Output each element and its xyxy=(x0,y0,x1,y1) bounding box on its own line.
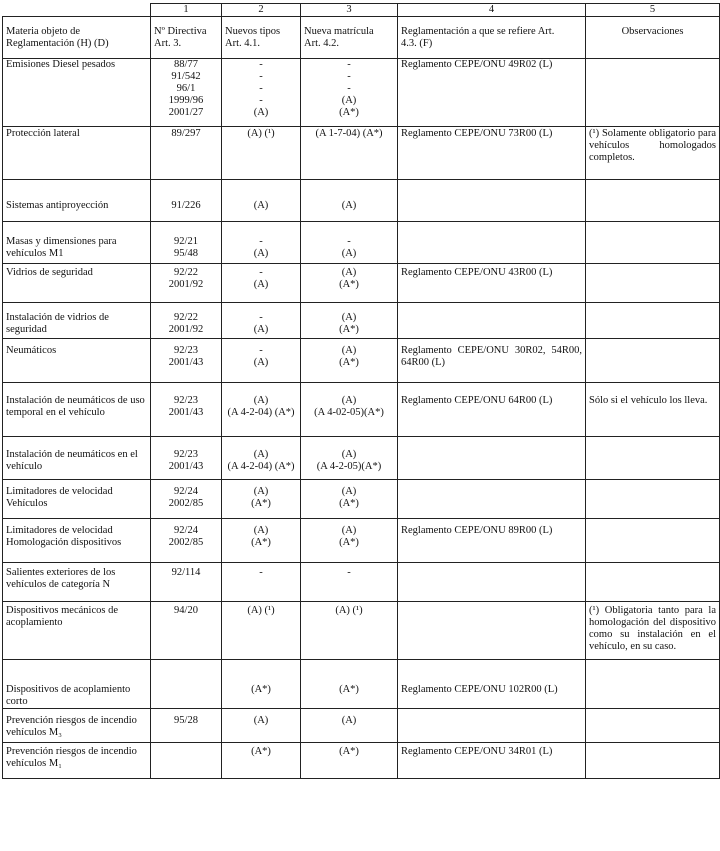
cell-materia: Instalación de neumáticos en el vehículo xyxy=(3,437,151,480)
cell-observaciones: Sólo si el vehículo los lleva. xyxy=(586,383,720,437)
cell-directiva xyxy=(151,660,222,709)
regulation-table xyxy=(2,3,720,779)
cell-observaciones xyxy=(586,59,720,127)
cell-nueva-matricula: (A*) xyxy=(301,660,398,709)
cell-materia: Prevención riesgos de incendio vehículos M₁ xyxy=(3,743,151,779)
cell-nueva-matricula: - - - (A) (A*) xyxy=(301,59,398,127)
header-observaciones: Observaciones xyxy=(586,17,720,59)
cell-materia: Dispositivos mecánicos de acoplamiento xyxy=(3,602,151,660)
cell-observaciones xyxy=(586,480,720,519)
cell-observaciones xyxy=(586,709,720,743)
cell-observaciones xyxy=(586,437,720,480)
cell-materia: Limitadores de velocidad Vehículos xyxy=(3,480,151,519)
cell-materia: Prevención riesgos de incendio vehículos M₃ xyxy=(3,709,151,743)
table-row xyxy=(3,59,720,127)
table-row xyxy=(3,339,720,383)
table-row xyxy=(3,563,720,602)
header-nuevos-tipos: Nuevos tipos Art. 4.1. xyxy=(222,17,301,59)
cell-observaciones xyxy=(586,519,720,563)
cell-nueva-matricula: - (A) xyxy=(301,222,398,264)
cell-reglamentacion xyxy=(398,303,586,339)
cell-directiva: 94/20 xyxy=(151,602,222,660)
cell-directiva: 92/24 2002/85 xyxy=(151,519,222,563)
table-row xyxy=(3,127,720,180)
table-row xyxy=(3,709,720,743)
cell-nuevos-tipos: (A*) xyxy=(222,660,301,709)
cell-observaciones xyxy=(586,563,720,602)
cell-reglamentacion: Reglamento CEPE/ONU 89R00 (L) xyxy=(398,519,586,563)
cell-observaciones xyxy=(586,222,720,264)
cell-nuevos-tipos: (A*) xyxy=(222,743,301,779)
table-row xyxy=(3,222,720,264)
cell-directiva xyxy=(151,743,222,779)
header-materia: Materia objeto de Reglamentación (H) (D) xyxy=(3,17,151,59)
cell-directiva: 92/23 2001/43 xyxy=(151,383,222,437)
cell-directiva: 91/226 xyxy=(151,180,222,222)
cell-reglamentacion: Reglamento CEPE/ONU 34R01 (L) xyxy=(398,743,586,779)
cell-observaciones: (¹) Solamente obligatorio para vehículos homologados completos. xyxy=(586,127,720,180)
cell-nueva-matricula: (A) (A*) xyxy=(301,303,398,339)
cell-observaciones xyxy=(586,264,720,303)
column-number-blank xyxy=(3,4,151,17)
column-number: 3 xyxy=(301,4,398,17)
cell-nueva-matricula: (A) (A*) xyxy=(301,264,398,303)
header-nueva-matricula: Nueva matrícula Art. 4.2. xyxy=(301,17,398,59)
cell-materia: Neumáticos xyxy=(3,339,151,383)
column-number: 1 xyxy=(151,4,222,17)
header-reglamentacion: Reglamentación a que se refiere Art. 4.3. (F) xyxy=(398,17,586,59)
cell-materia: Salientes exteriores de los vehículos de categoría N xyxy=(3,563,151,602)
cell-directiva: 89/297 xyxy=(151,127,222,180)
table-row xyxy=(3,303,720,339)
cell-reglamentacion: Reglamento CEPE/ONU 43R00 (L) xyxy=(398,264,586,303)
cell-materia: Dispositivos de acoplamiento corto xyxy=(3,660,151,709)
cell-reglamentacion xyxy=(398,180,586,222)
cell-directiva: 92/23 2001/43 xyxy=(151,437,222,480)
cell-observaciones xyxy=(586,743,720,779)
cell-nuevos-tipos: - (A) xyxy=(222,222,301,264)
cell-directiva: 92/22 2001/92 xyxy=(151,264,222,303)
cell-materia: Masas y dimensiones para vehículos M1 xyxy=(3,222,151,264)
cell-nueva-matricula: (A) (A*) xyxy=(301,480,398,519)
cell-directiva: 92/114 xyxy=(151,563,222,602)
cell-materia: Instalación de neumáticos de uso temporal en el vehículo xyxy=(3,383,151,437)
cell-reglamentacion xyxy=(398,602,586,660)
cell-directiva: 92/23 2001/43 xyxy=(151,339,222,383)
table-row xyxy=(3,519,720,563)
cell-directiva: 92/21 95/48 xyxy=(151,222,222,264)
table-row xyxy=(3,602,720,660)
cell-nuevos-tipos: (A) (A 4-2-04) (A*) xyxy=(222,437,301,480)
cell-directiva: 92/22 2001/92 xyxy=(151,303,222,339)
cell-nuevos-tipos: - (A) xyxy=(222,264,301,303)
cell-nueva-matricula: (A) (A*) xyxy=(301,339,398,383)
cell-nuevos-tipos: - (A) xyxy=(222,303,301,339)
column-number-row xyxy=(3,4,720,17)
cell-observaciones xyxy=(586,339,720,383)
table-row xyxy=(3,180,720,222)
header-row xyxy=(3,17,720,59)
cell-reglamentacion: Reglamento CEPE/ONU 30R02, 54R00, 64R00 (L) xyxy=(398,339,586,383)
cell-reglamentacion xyxy=(398,437,586,480)
cell-directiva: 95/28 xyxy=(151,709,222,743)
cell-reglamentacion: Reglamento CEPE/ONU 73R00 (L) xyxy=(398,127,586,180)
cell-directiva: 92/24 2002/85 xyxy=(151,480,222,519)
cell-reglamentacion xyxy=(398,563,586,602)
cell-observaciones: (¹) Obligatoria tanto para la homologación del dispositivo como su instalación en el vehículo, en su caso. xyxy=(586,602,720,660)
header-directiva: Nº Directiva Art. 3. xyxy=(151,17,222,59)
cell-materia: Limitadores de velocidad Homologación dispositivos xyxy=(3,519,151,563)
table-row xyxy=(3,437,720,480)
cell-nuevos-tipos: (A) (¹) xyxy=(222,602,301,660)
column-number: 4 xyxy=(398,4,586,17)
cell-reglamentacion: Reglamento CEPE/ONU 64R00 (L) xyxy=(398,383,586,437)
cell-nueva-matricula: (A) xyxy=(301,180,398,222)
cell-nuevos-tipos: (A) xyxy=(222,709,301,743)
table-row xyxy=(3,383,720,437)
cell-reglamentacion xyxy=(398,480,586,519)
cell-nuevos-tipos: (A) xyxy=(222,180,301,222)
table-row xyxy=(3,480,720,519)
cell-nuevos-tipos: (A) (A*) xyxy=(222,519,301,563)
cell-nuevos-tipos: (A) (A*) xyxy=(222,480,301,519)
cell-materia: Sistemas antiproyección xyxy=(3,180,151,222)
cell-nueva-matricula: (A*) xyxy=(301,743,398,779)
cell-nueva-matricula: (A) xyxy=(301,709,398,743)
cell-nueva-matricula: (A) (A 4-2-05)(A*) xyxy=(301,437,398,480)
cell-observaciones xyxy=(586,660,720,709)
cell-materia: Protección lateral xyxy=(3,127,151,180)
cell-directiva: 88/77 91/542 96/1 1999/96 2001/27 xyxy=(151,59,222,127)
column-number: 5 xyxy=(586,4,720,17)
cell-nuevos-tipos: - xyxy=(222,563,301,602)
cell-observaciones xyxy=(586,303,720,339)
cell-nuevos-tipos: - - - - (A) xyxy=(222,59,301,127)
cell-reglamentacion xyxy=(398,222,586,264)
cell-reglamentacion: Reglamento CEPE/ONU 102R00 (L) xyxy=(398,660,586,709)
table-row xyxy=(3,660,720,709)
cell-materia: Vidrios de seguridad xyxy=(3,264,151,303)
cell-nueva-matricula: (A) (A 4-02-05)(A*) xyxy=(301,383,398,437)
cell-nueva-matricula: (A 1-7-04) (A*) xyxy=(301,127,398,180)
table-row xyxy=(3,264,720,303)
cell-nuevos-tipos: (A) (A 4-2-04) (A*) xyxy=(222,383,301,437)
cell-reglamentacion xyxy=(398,709,586,743)
cell-nueva-matricula: - xyxy=(301,563,398,602)
cell-nueva-matricula: (A) (¹) xyxy=(301,602,398,660)
cell-reglamentacion: Reglamento CEPE/ONU 49R02 (L) xyxy=(398,59,586,127)
cell-nueva-matricula: (A) (A*) xyxy=(301,519,398,563)
cell-observaciones xyxy=(586,180,720,222)
column-number: 2 xyxy=(222,4,301,17)
cell-nuevos-tipos: (A) (¹) xyxy=(222,127,301,180)
table-row xyxy=(3,743,720,779)
cell-materia: Emisiones Diesel pesados xyxy=(3,59,151,127)
cell-nuevos-tipos: - (A) xyxy=(222,339,301,383)
cell-materia: Instalación de vidrios de seguridad xyxy=(3,303,151,339)
